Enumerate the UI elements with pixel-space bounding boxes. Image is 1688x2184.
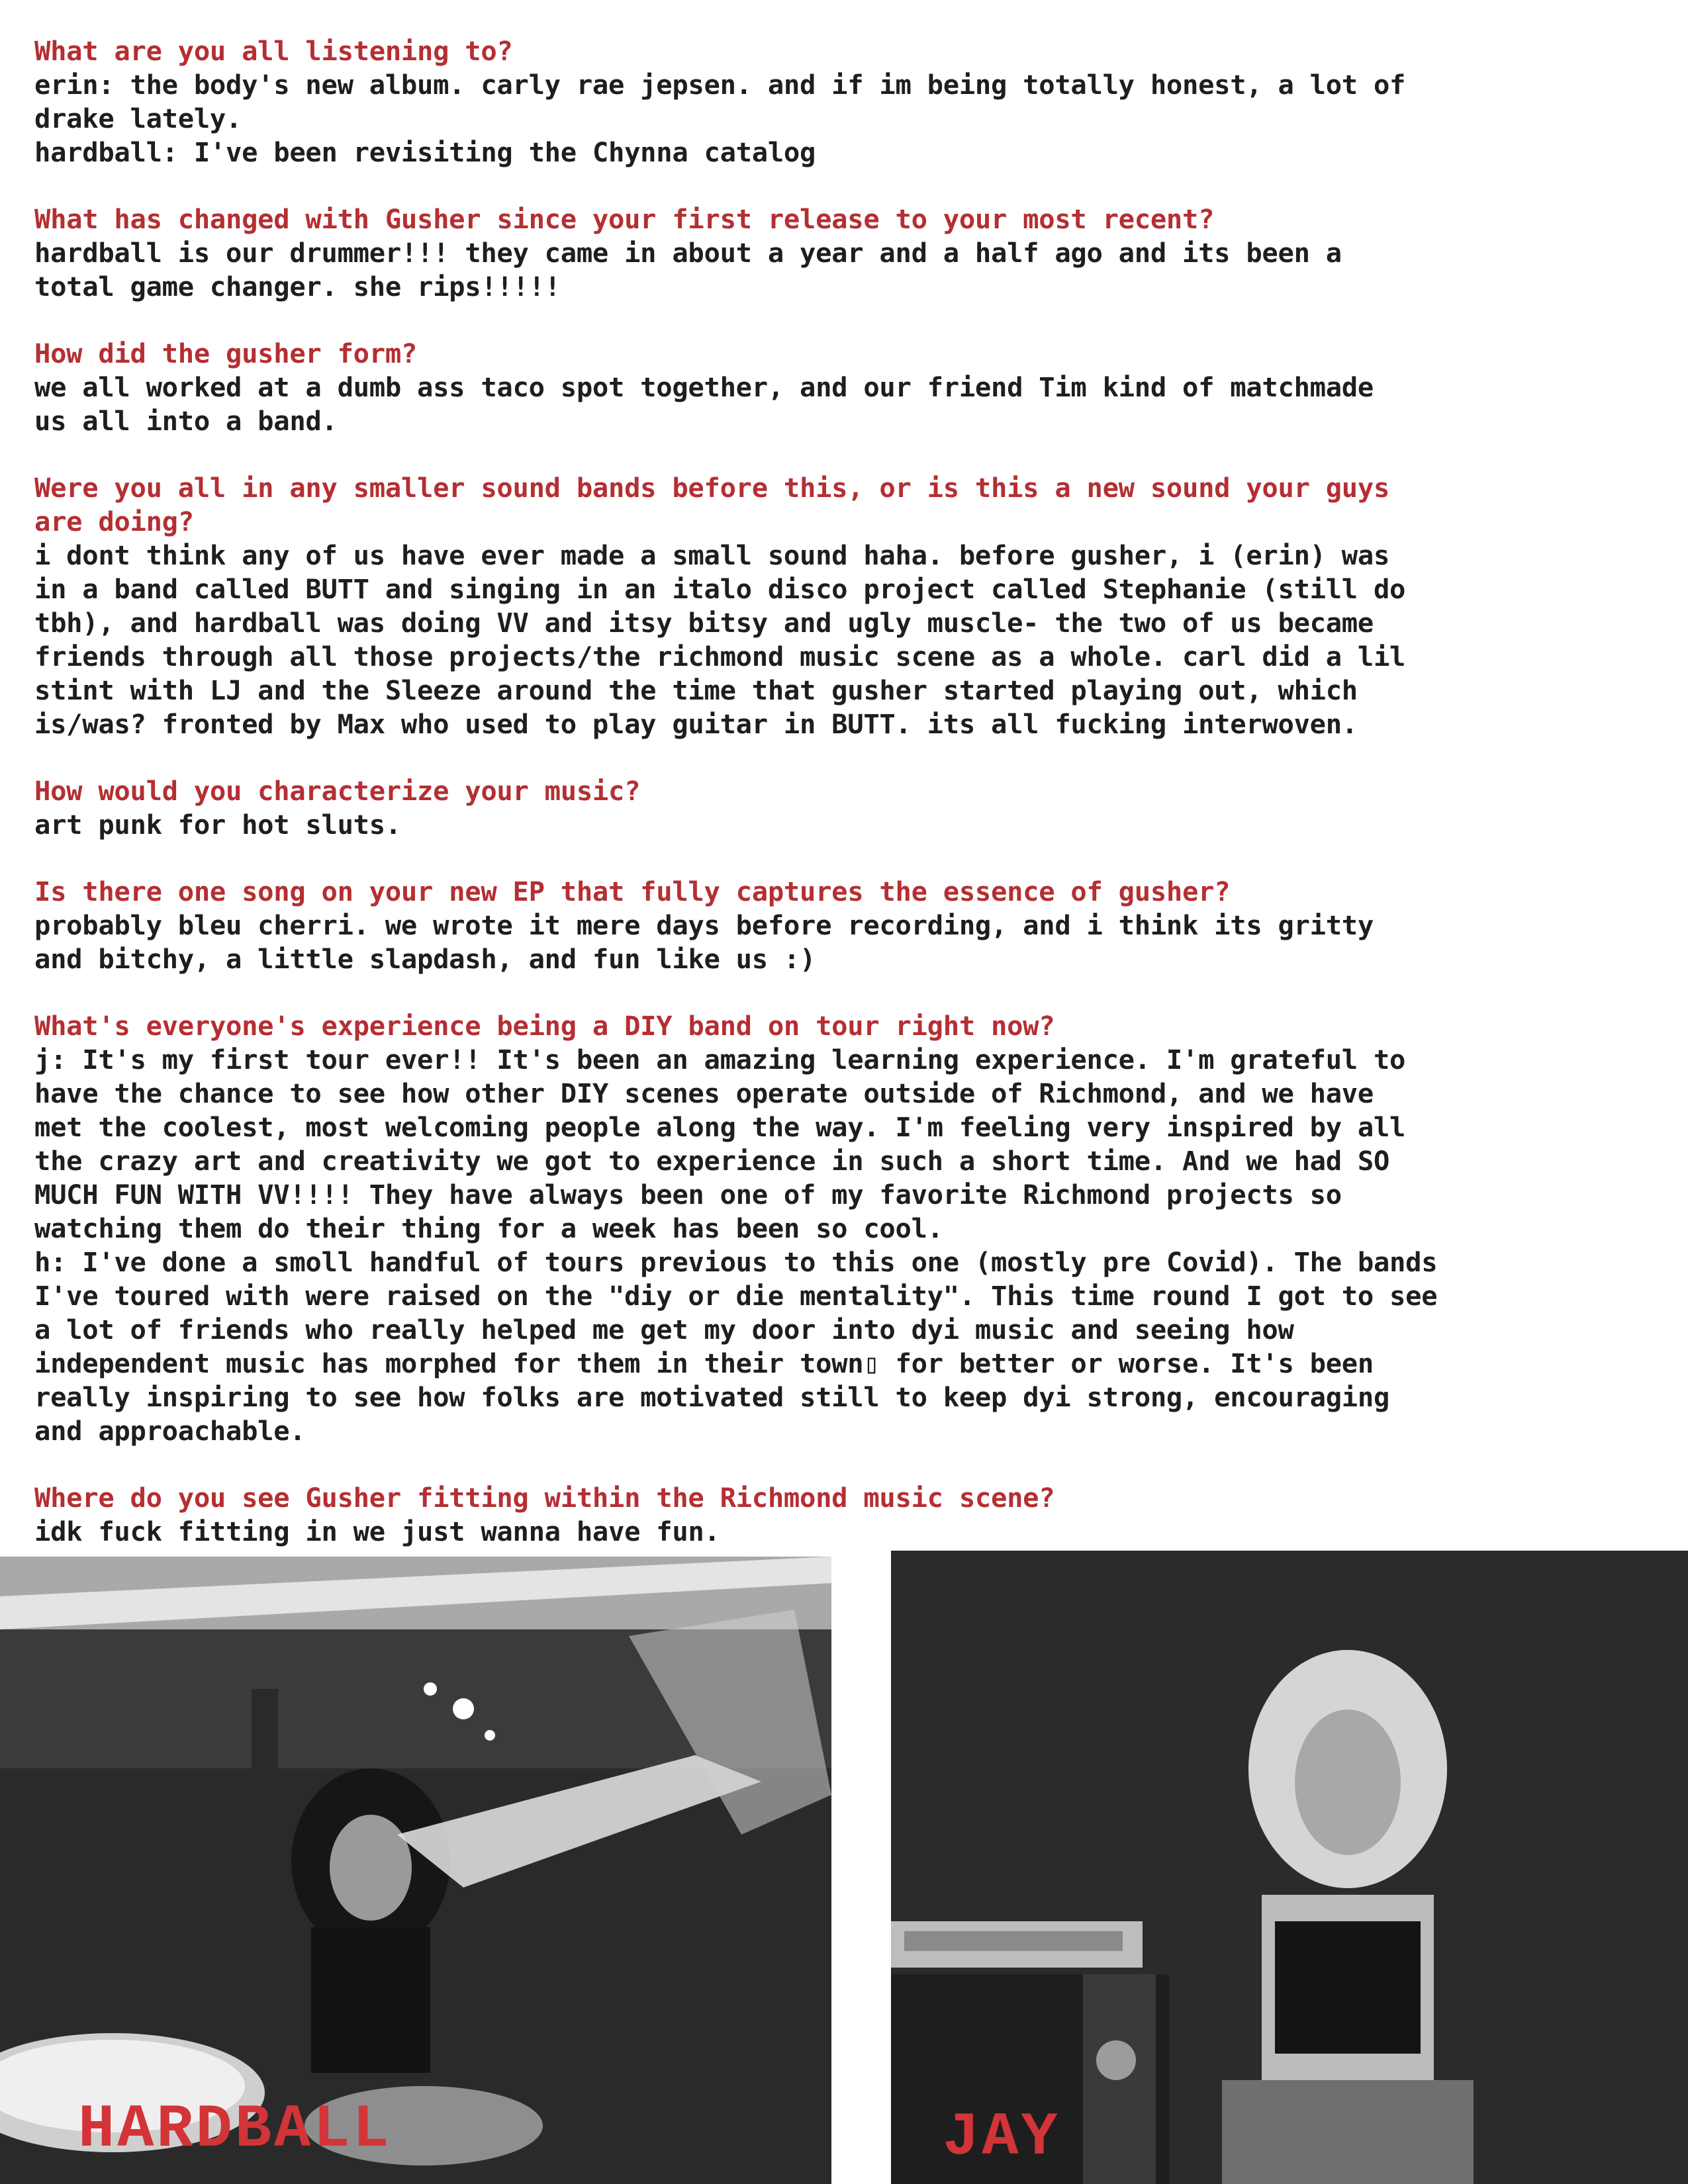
answer-changes: hardball is our drummer!!! they came in about a year and a half ago and its been a total game changer. she rips!!!!!	[34, 237, 1342, 302]
photo-hardball-drummer	[0, 1557, 831, 2184]
question-essence-song: Is there one song on your new EP that fully captures the essence of gusher?	[34, 876, 1231, 907]
photo-jay-keyboardist	[891, 1551, 1688, 2184]
answer-music-style: art punk for hot sluts.	[34, 809, 401, 841]
question-diy-tour: What's everyone's experience being a DIY band on tour right now?	[34, 1010, 1055, 1042]
question-previous-bands: Were you all in any smaller sound bands before this, or is this a new sound your guys are doing?	[34, 472, 1390, 537]
answer-essence-song: probably bleu cherri. we wrote it mere days before recording, and i think its gritty and bitchy, a little slapdash, and fun like us :)	[34, 909, 1374, 975]
answer-richmond-scene: idk fuck fitting in we just wanna have fun.	[34, 1516, 720, 1547]
keyboardist-photo-illustration	[891, 1551, 1688, 2184]
qa-previous-bands	[34, 471, 1557, 741]
qa-richmond-scene	[34, 1481, 1557, 1549]
qa-essence-song	[34, 875, 1557, 976]
question-formation: How did the gusher form?	[34, 338, 417, 369]
caption-jay: JAY	[943, 2103, 1060, 2172]
answer-listening: erin: the body's new album. carly rae jepsen. and if im being totally honest, a lot of drake lately. hardball: I've been revisiting the Chynna catalog	[34, 69, 1406, 168]
caption-hardball: HARDBALL	[78, 2095, 392, 2164]
qa-changes	[34, 203, 1557, 304]
qa-formation	[34, 337, 1557, 438]
answer-formation: we all worked at a dumb ass taco spot together, and our friend Tim kind of matchmade us all into a band.	[34, 371, 1374, 437]
interview	[34, 34, 1557, 1582]
question-richmond-scene: Where do you see Gusher fitting within the Richmond music scene?	[34, 1482, 1055, 1514]
answer-previous-bands: i dont think any of us have ever made a small sound haha. before gusher, i (erin) was in a band called BUTT and singing in an italo disco project called Stephanie (still do tbh), and hardball was doing VV and itsy bitsy and ugly muscle- the two of us became friends through all those projects/the richmond music scene as a whole. carl did a lil stint with LJ and the Sleeze around the time that gusher started playing out, which is/was? fronted by Max who used to play guitar in BUTT. its all fucking interwoven.	[34, 539, 1406, 740]
qa-diy-tour	[34, 1009, 1557, 1448]
drummer-photo-illustration	[0, 1557, 831, 2184]
question-listening: What are you all listening to?	[34, 35, 513, 67]
qa-music-style	[34, 774, 1557, 842]
qa-listening	[34, 34, 1557, 169]
answer-diy-tour: j: It's my first tour ever!! It's been an amazing learning experience. I'm grateful to have the chance to see how other DIY scenes operate outside of Richmond, and we have met the coolest, most welcoming people along the way. I'm feeling very inspired by all the crazy art and creativity we got to experience in such a short time. And we had SO MUCH FUN WITH VV!!!! They have always been one of my favorite Richmond projects so watching them do their thing for a week has been so cool. h: I've done a smoll handful of tours previous to this one (mostly pre Covid). The bands I've toured with were raised on the "diy or die mentality". This time round I got to see a lot of friends who really helped me get my door into dyi music and seeing how independent music has morphed for them in their town▯ for better or worse. It's been really inspiring to see how folks are motivated still to keep dyi strong, encouraging and approachable.	[34, 1044, 1438, 1447]
question-changes: What has changed with Gusher since your first release to your most recent?	[34, 203, 1215, 235]
question-music-style: How would you characterize your music?	[34, 775, 641, 807]
